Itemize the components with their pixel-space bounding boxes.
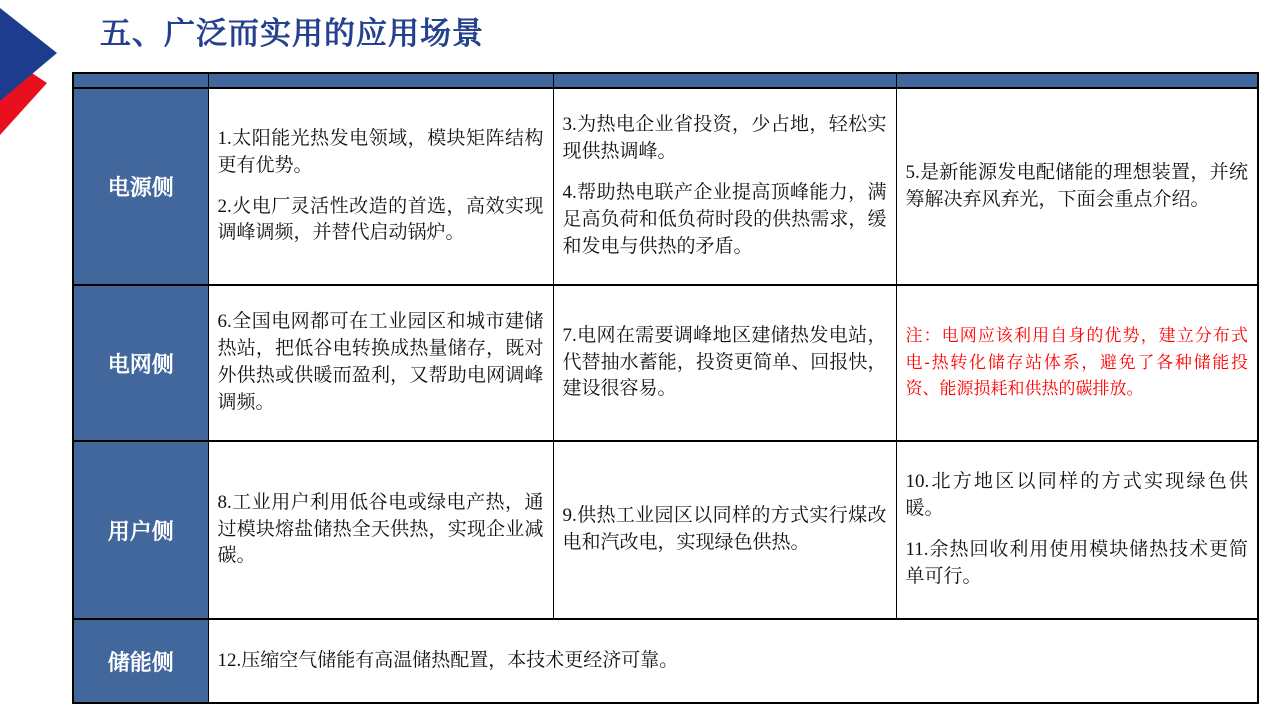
grid-side-label: 电网侧 (73, 285, 208, 441)
power-side-cell-1 (208, 88, 553, 285)
red-note: 注：电网应该利用自身的优势，建立分布式电-热转化储存站体系，避免了各种储能投资、能源损耗和供热的碳排放。 (905, 326, 1248, 399)
user-side-cell-3 (896, 441, 1258, 619)
point-1: 1.太阳能光热发电领域，模块矩阵结构更有优势。 (217, 127, 544, 176)
point-9: 9.供热工业园区以同样的方式实行煤改电和汽改电，实现绿色供热。 (562, 505, 887, 553)
slide-accent-arrow-decoration (0, 0, 70, 145)
point-6: 6.全国电网都可在工业园区和城市建储热站，把低谷电转换成热量储存，既对外供热或供暖而盈利，又帮助电网调峰调频。 (217, 311, 544, 413)
point-8: 8.工业用户利用低谷电或绿电产热，通过模块熔盐储热全天供热，实现企业减碳。 (217, 491, 544, 567)
table-row-storage-side (73, 619, 1258, 703)
point-3: 3.为热电企业省投资，少占地，轻松实现供热调峰。 (562, 114, 887, 163)
user-side-label: 用户侧 (73, 441, 208, 619)
power-side-label: 电源侧 (73, 88, 208, 285)
table-header-row (73, 73, 1258, 88)
point-2: 2.火电厂灵活性改造的首选，高效实现调峰调频，并替代启动锅炉。 (217, 195, 544, 244)
user-side-cell-2 (553, 441, 896, 619)
point-5: 5.是新能源发电配储能的理想装置，并统筹解决弃风弃光，下面会重点介绍。 (905, 161, 1248, 210)
point-10: 10.北方地区以同样的方式实现绿色供暖。 (905, 471, 1248, 520)
grid-side-cell-2 (553, 285, 896, 441)
application-scenarios-table (72, 72, 1259, 704)
point-4: 4.帮助热电联产企业提高顶峰能力，满足高负荷和低负荷时段的供热需求，缓和发电与供热的矛盾。 (562, 182, 887, 257)
storage-side-cell (208, 619, 1258, 703)
power-side-cell-3 (896, 88, 1258, 285)
header-cell-blank-label (73, 73, 208, 88)
storage-side-label: 储能侧 (73, 619, 208, 703)
point-11: 11.余热回收利用使用模块储热技术更简单可行。 (905, 539, 1248, 587)
header-cell-blank-2 (553, 73, 896, 88)
table-row-power-side (73, 88, 1258, 285)
power-side-cell-2 (553, 88, 896, 285)
grid-side-note-cell (896, 285, 1258, 441)
point-7: 7.电网在需要调峰地区建储热发电站，代替抽水蓄能，投资更简单、回报快，建设很容易。 (562, 324, 887, 400)
table-row-grid-side (73, 285, 1258, 441)
slide-title: 五、广泛而实用的应用场景 (100, 16, 484, 51)
header-cell-blank-1 (208, 73, 553, 88)
grid-side-cell-1 (208, 285, 553, 441)
user-side-cell-1 (208, 441, 553, 619)
table-row-user-side (73, 441, 1258, 619)
header-cell-blank-3 (896, 73, 1258, 88)
point-12: 12.压缩空气储能有高温储热配置，本技术更经济可靠。 (217, 649, 679, 671)
